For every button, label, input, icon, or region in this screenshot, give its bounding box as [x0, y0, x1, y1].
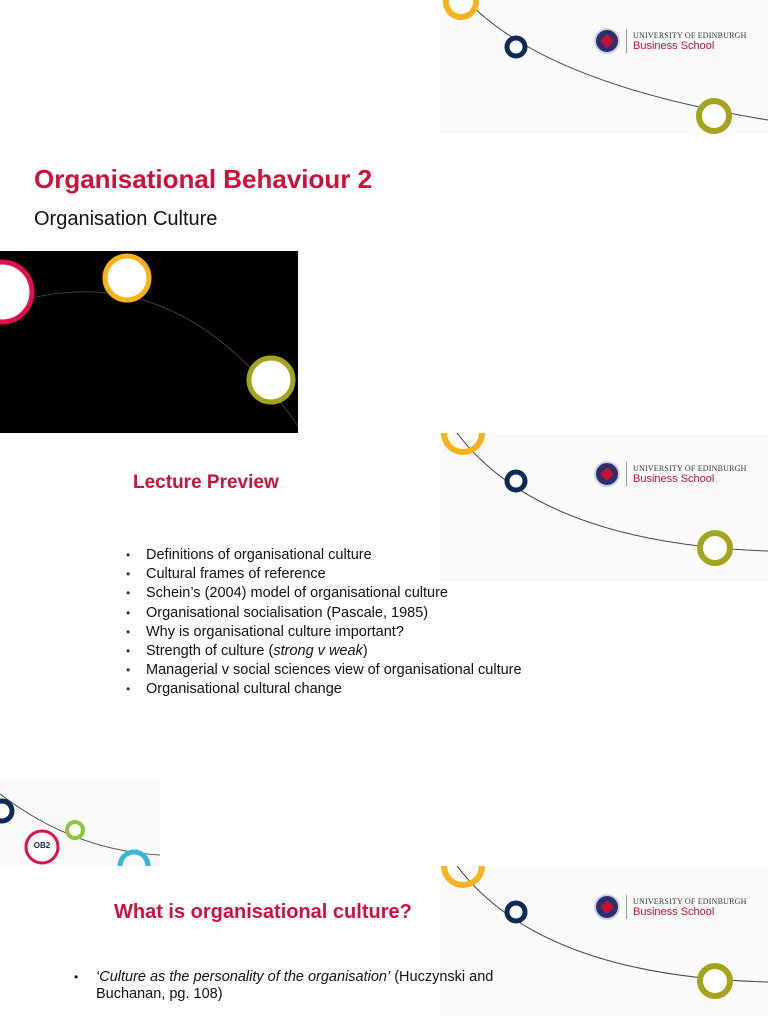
logo-divider [626, 462, 627, 486]
quote-item [74, 969, 554, 1003]
list-item: • Schein’s (2004) model of organisational culture [124, 584, 522, 603]
header-decoration [430, 0, 768, 135]
quote-text: ‘Culture as the personality of the organisation’ [96, 969, 391, 985]
olive-ring-icon [700, 533, 730, 563]
list-item: • Cultural frames of reference [124, 565, 522, 584]
university-logo [594, 28, 747, 54]
preview-list [124, 546, 522, 700]
slide-title: Organisational Behaviour 2 [34, 164, 373, 194]
olive-ring-icon [249, 358, 293, 402]
logo-university: UNIVERSITY OF EDINBURGH [633, 31, 747, 40]
list-item: • Definitions of organisational culture [124, 546, 522, 565]
yellow-ring-icon [105, 256, 149, 300]
navy-ring-icon [507, 472, 525, 490]
logo-divider [626, 29, 627, 53]
navy-ring-icon [0, 801, 12, 821]
list-item: • Organisational cultural change [124, 680, 522, 699]
logo-school: Business School [633, 906, 715, 918]
slide-title: Lecture Preview [133, 472, 279, 493]
logo-university: UNIVERSITY OF EDINBURGH [633, 464, 747, 473]
ob2-badge: OB2 [33, 841, 51, 850]
university-logo [594, 894, 747, 920]
yellow-ring-icon [446, 0, 476, 17]
footer-decoration [0, 780, 160, 866]
logo-university: UNIVERSITY OF EDINBURGH [633, 897, 747, 906]
bullet-icon: • [74, 970, 79, 984]
navy-ring-icon [507, 903, 525, 921]
crest-icon [594, 894, 620, 920]
crest-icon [594, 28, 620, 54]
logo-school: Business School [633, 40, 715, 52]
list-item: • Why is organisational culture important? [124, 623, 522, 642]
decorative-black-panel [0, 251, 298, 433]
list-item: • Managerial v social sciences view of organisational culture [124, 661, 522, 680]
citation: (Huczynski and [390, 969, 494, 985]
slide-title: What is organisational culture? [114, 901, 412, 923]
crest-icon [594, 461, 620, 487]
list-item: • Strength of culture (strong v weak) [124, 642, 522, 661]
navy-ring-icon [507, 38, 525, 56]
olive-ring-icon [700, 966, 730, 996]
university-logo [594, 461, 747, 487]
logo-school: Business School [633, 473, 715, 485]
logo-divider [626, 895, 627, 919]
list-item: • Organisational socialisation (Pascale, 1985) [124, 604, 522, 623]
slide-subtitle: Organisation Culture [34, 208, 218, 230]
citation-continued: Buchanan, pg. 108) [96, 986, 223, 1002]
green-ring-icon [67, 822, 83, 838]
olive-ring-icon [699, 101, 729, 131]
